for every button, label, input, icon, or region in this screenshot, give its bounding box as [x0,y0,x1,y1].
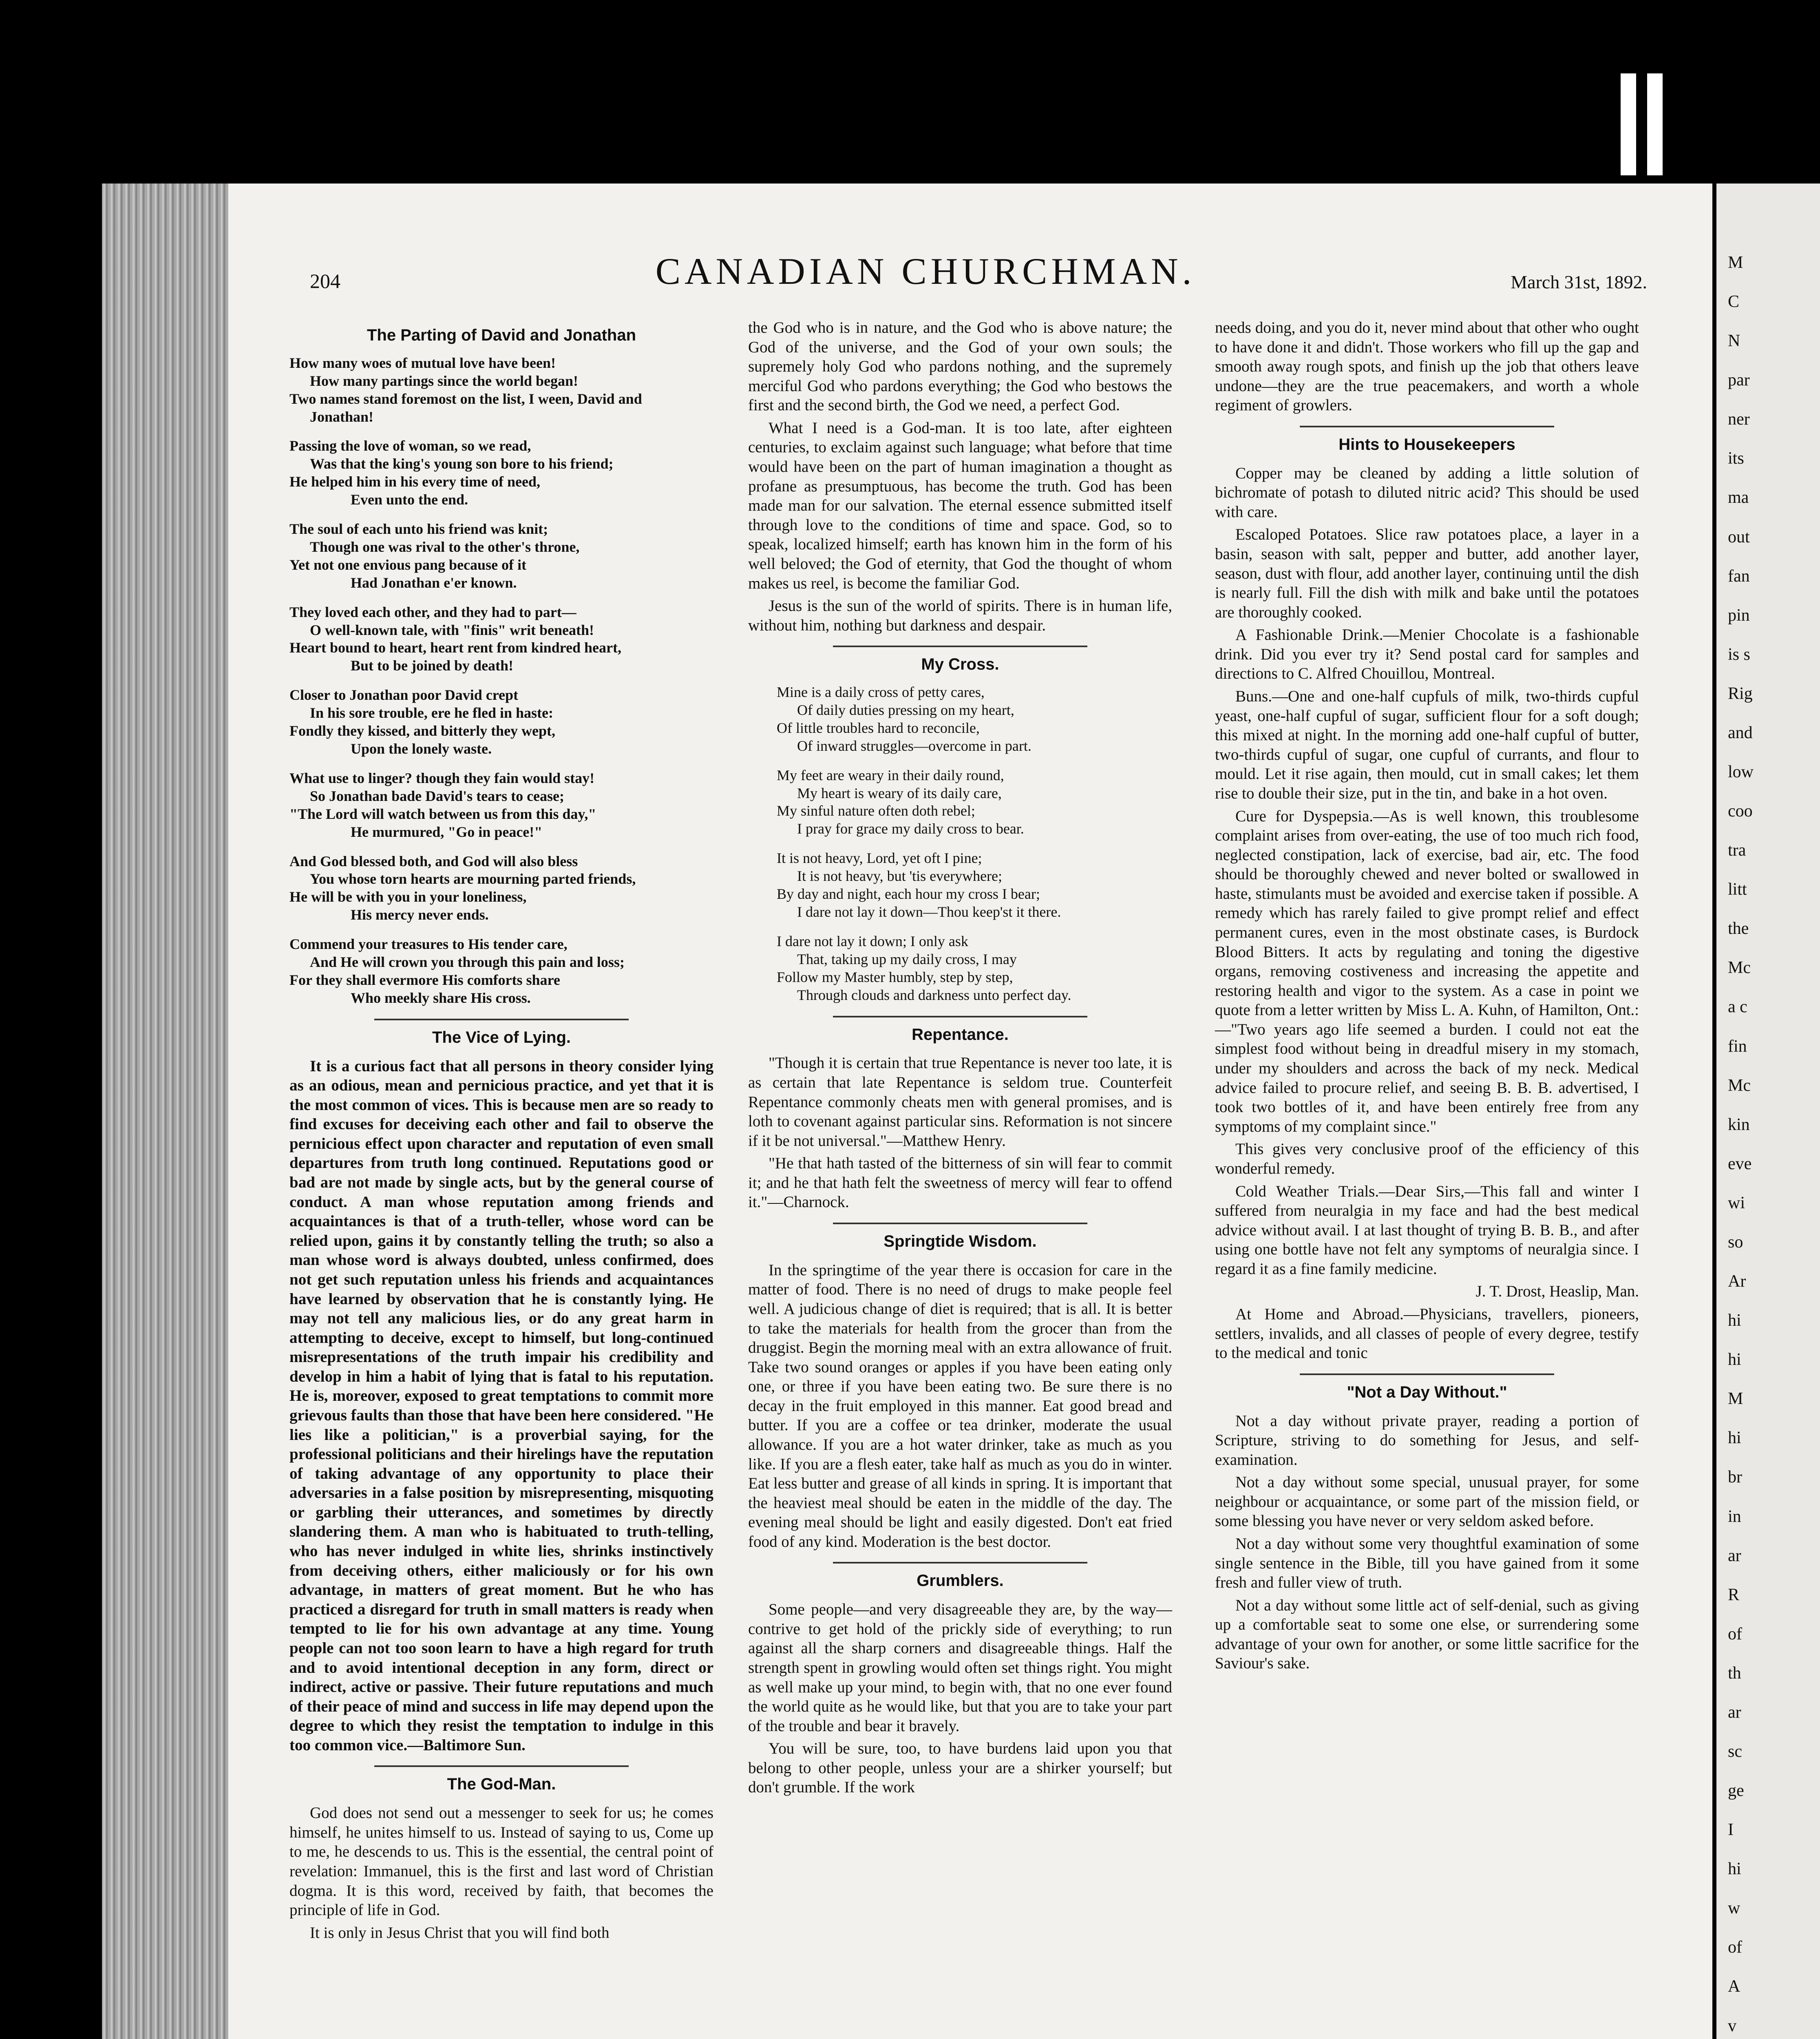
poem-line: And God blessed both, and God will also bless [289,853,578,869]
poem-line: I dare not lay it down; I only ask [777,933,968,949]
poem-line: My feet are weary in their daily round, [777,767,1004,783]
poem-line: My sinful nature often doth rebel; [777,803,975,819]
poem-line: They loved each other, and they had to part— [289,604,576,620]
godman-paragraph: Jesus is the sun of the world of spirits. There is in human life, without him, nothing but darkness and despair. [748,597,1172,634]
section-divider [833,646,1087,647]
column-1 [289,318,713,1946]
poem-line: Who meekly share His cross. [351,989,531,1006]
testimonial-signature: J. T. Drost, Heaslip, Man. [1475,1283,1639,1300]
notaday-paragraph: Not a day without private prayer, reading a portion of Scripture, striving to do something for Jesus, and self-examination. [1215,1412,1639,1468]
edge-fragment: C [1728,292,1740,312]
poem-line: Of little troubles hard to reconcile, [777,719,980,736]
edge-fragment: fan [1728,566,1750,586]
poem-line: Though one was rival to the other's throne, [310,538,580,555]
edge-fragment: hi [1728,1350,1741,1369]
edge-fragment: hi [1728,1429,1741,1448]
godman-paragraph: God does not send out a messenger to seek for us; he comes himself, he unites himself to us. Instead of saying to us, Come up to me, he descends to us. This is the essential, the central point of revelation: Immanuel, this is the first and last word of Christian dogma. It is this word, received by faith, that becomes the principle of life in God. [289,1804,713,1919]
hints-paragraph: Cure for Dyspepsia.—As is well known, this troublesome complaint arises from over-eating, the use of too much rich food, neglected constipation, lack of exercise, bad air, etc. The food should be thoroughly chewed and never bolted or swallowed in haste, stimulants must be avoided and exercise taken if possible. A remedy which has rarely failed to give prompt relief and effect permanent cures, even in the most obstinate cases, is Burdock Blood Bitters. It acts by regulating and toning the digestive organs, removing costiveness and increasing the appetite and restoring health and vigor to the system. As a case in point we quote from a letter written by Miss L. A. Kuhn, of Hamilton, Ont.:—"Two years ago life seemed a burden. I could not eat the simplest food without being in dreadful misery in my stomach, under my shoulders and across the back of my neck. Medical advice failed to procure relief, and seeing B. B. B. advertised, I took two bottles of it, and have been entirely free from any symptoms of my complaint since." [1215,807,1639,1135]
edge-fragment: sc [1728,1742,1742,1761]
poem-line: Yet not one envious pang because of it [289,556,527,573]
poem-line: Jonathan! [310,408,374,425]
poem-line: Through clouds and darkness unto perfect day. [797,986,1071,1003]
edge-fragment: kin [1728,1115,1750,1134]
edge-fragment: litt [1728,880,1747,899]
poem-line: I pray for grace my daily cross to bear. [797,820,1024,837]
poem-line: His mercy never ends. [351,907,489,923]
poem-line: Was that the king's young son bore to his friend; [310,456,614,472]
film-marker-top-2 [1647,73,1663,175]
notaday-paragraph: Not a day without some little act of self-denial, such as giving up a comfortable seat to some one else, or surrendering some advantage of your own for another, or some little sacrifice for the Saviour's sake. [1215,1596,1639,1672]
poem-line: What use to linger? though they fain would stay! [289,770,595,786]
poem-line: Of inward struggles—overcome in part. [797,737,1031,754]
page-number: 204 [310,270,340,292]
edge-fragment: of [1728,1938,1742,1957]
poem-line: That, taking up my daily cross, I may [797,951,1017,967]
edge-fragment: fin [1728,1037,1747,1056]
edge-fragment: ma [1728,488,1749,507]
grumblers-title: Grumblers. [917,1572,1004,1590]
poem-line: He murmured, "Go in peace!" [351,823,543,840]
edge-fragment: R [1728,1585,1740,1604]
section-divider [374,1765,629,1767]
poem-line: My heart is weary of its daily care, [797,785,1002,801]
poem-line: He helped him in his every time of need, [289,473,540,490]
poem-line: Of daily duties pressing on my heart, [797,701,1014,718]
poem-line: It is not heavy, but 'tis everywhere; [797,868,1003,885]
column-2 [748,318,1172,1800]
column-3 [1215,318,1639,1676]
poem-line: For they shall evermore His comforts share [289,971,560,988]
edge-fragment: and [1728,723,1753,742]
hints-paragraph: At Home and Abroad.—Physicians, travellers, pioneers, settlers, invalids, and all classes of people of every degree, testify to the medical and tonic [1215,1305,1639,1362]
poem-line: By day and night, each hour my cross I bear; [777,886,1040,902]
section-divider [833,1223,1087,1224]
edge-fragment: ar [1728,1546,1741,1565]
godman-paragraph: What I need is a God-man. It is too late, after eighteen centuries, to exclaim against such language; what before that time would have been on the part of human imagination a thought as profane as presumptuous, has become the truth. God has been made man for our salvation. The eternal essence submitted itself through love to the conditions of time and space. God, so to speak, localized himself; earth has known him in the form of his well beloved; the God of eternity, that God the thought of whom makes us reel, is become the familiar God. [748,419,1172,592]
edge-fragment: par [1728,371,1750,390]
edge-fragment: w [1728,1899,1740,1918]
repentance-paragraph: "He that hath tasted of the bitterness of sin will fear to commit it; and he that hath felt the sweetness of mercy will fear to offend it."—Charnock. [748,1154,1172,1211]
section-divider [1300,426,1554,427]
section-divider [833,1016,1087,1017]
edge-fragment: th [1728,1663,1741,1683]
mycross-poem [748,683,1172,1004]
edge-fragment: ge [1728,1781,1744,1800]
edge-fragment: N [1728,332,1740,351]
poem-line: Had Jonathan e'er known. [351,574,517,591]
edge-fragment: I [1728,1820,1734,1840]
notaday-title: "Not a Day Without." [1347,1383,1507,1401]
edge-fragment: hi [1728,1860,1741,1879]
vice-paragraph: It is a curious fact that all persons in theory consider lying as an odious, mean and pernicious practice, and yet that it is the most common of vices. This is because men are so ready to find excuses for deceiving each other and fail to observe the pernicious effect upon character and reputation of even small departures from truth long continued. Reputations good or bad are not made by single acts, but by the general course of conduct. A man whose reputation among friends and acquaintances is that of a truth-teller, whose word can be relied upon, gains it by constantly telling the truth; so also a man whose word is always doubted, unless confirmed, does not get such reputation unless his friends and acquaintances have learned by observation that he is constantly lying. He may not tell any malicious lies, or do any great harm in attempting to deceive, except to himself, but long-continued misrepresentations of the truth impair his credibility and develop in him a habit of lying that is fatal to his reputation. He is, moreover, exposed to great temptations to commit more grievous faults than those that have been here considered. "He lies like a politician," is a proverbial saying, for the professional politicians and their hirelings have the reputation of taking advantage of any opportunity to place their adversaries in a false position by misrepresenting, misquoting or garbling their utterances, and sometimes by directly slandering them. A man who is habituated to truth-telling, who has never indulged in white lies, shrinks instinctively from deceiving others, either maliciously or for his own advantage, in matters of great moment. But he who has practiced a disregard for truth in small matters is ready when tempted to lie for his own advantage at any time. Young people can not too soon learn to have a high regard for truth and to avoid intentional deception in any form, direct or indirect, active or passive. Their future reputations and much of their peace of mind and success in life may depend upon the degree to which they resist the temptation to indulge in this too common vice.—Baltimore Sun. [289,1057,713,1754]
repentance-title: Repentance. [912,1025,1009,1044]
springtide-paragraph: In the springtime of the year there is occasion for care in the matter of food. There is no need of drugs to make people feel well. A judicious change of diet is required; that is all. It is better to take the materials for health from the grocer than from the druggist. Begin the morning meal with an extra allowance of fruit. Take two sound oranges or apples if you have been eating only one, or three if you have been eating two. Be sure there is no decay in the fruit employed in this manner. Eat good bread and butter. If you are a coffee or tea drinker, moderate the usual allowance. If you are a hot water drinker, take as much as you like. If you are a flesh eater, take half as much as you do in winter. Eat less butter and grease of all kinds in spring. It is important that the heaviest meal should be eaten in the middle of the day. The evening meal should be light and easily digested. Don't eat fried food of any kind. Moderation is the best doctor. [748,1261,1172,1550]
poem-line: But to be joined by death! [351,657,514,674]
poem-line: Fondly they kissed, and bitterly they wept, [289,723,556,739]
poem-line: Even unto the end. [351,491,468,508]
book-binding [102,184,232,2039]
poem-line: Passing the love of woman, so we read, [289,438,531,454]
repentance-paragraph: "Though it is certain that true Repentance is never too late, it is as certain that late Repentance is seldom true. Counterfeit Repentance commonly cheats men with general promises, and is loth to covenant against particular sins. Reformation is not sincere if it be not universal."—Matthew Henry. [748,1054,1172,1150]
masthead: CANADIAN CHURCHMAN. [655,250,1196,292]
edge-fragment: pin [1728,606,1750,625]
edge-fragment: M [1728,253,1743,272]
poem-line: Mine is a daily cross of petty cares, [777,684,985,701]
film-marker-top [1621,73,1636,175]
poem-line: Two names stand foremost on the list, I ween, David and [289,390,642,407]
edge-fragment: its [1728,449,1744,468]
hints-paragraph: This gives very conclusive proof of the efficiency of this wonderful remedy. [1215,1140,1639,1177]
godman-paragraph: It is only in Jesus Christ that you will find both [310,1924,610,1942]
edge-fragment: out [1728,527,1750,546]
edge-fragment: A [1728,1977,1740,1996]
vice-article [289,1057,713,1755]
section-divider [833,1562,1087,1564]
parting-poem [289,354,713,1007]
grumblers-paragraph: needs doing, and you do it, never mind about that other who ought to have done it and didn't. Those workers who fill up the gap and smooth away rough spots, and finish up the job that others leave undone—they are the true peacemakers, and worth a whole regiment of growlers. [1215,319,1639,414]
hints-paragraph: Copper may be cleaned by adding a little solution of bichromate of potash to diluted nitric acid? This should be used with care. [1215,464,1639,521]
poem-line: And He will crown you through this pain and loss; [310,954,625,971]
edge-fragment: tra [1728,841,1746,860]
next-page-edge [1716,184,1820,2039]
grumblers-paragraph: Some people—and very disagreeable they are, by the way—contrive to get hold of the prickly side of everything; to run against all the sharp corners and disagreeable things. Half the strength spent in growling would often set things right. You might as well make up your mind, to begin with, that no one ever found the world quite as he would like, but that you are to take your part of the trouble and bear it bravely. [748,1601,1172,1735]
edge-fragment: so [1728,1232,1743,1252]
parting-title: The Parting of David and Jonathan [367,326,636,344]
poem-line: Commend your treasures to His tender care, [289,936,568,953]
notaday-paragraph: Not a day without some special, unusual prayer, for some neighbour or acquaintance, or some part of the mission field, or some blessing you have never or very seldom asked before. [1215,1473,1639,1530]
edge-fragment: br [1728,1468,1742,1487]
page-header [310,250,1647,293]
poem-line: Follow my Master humbly, step by step, [777,969,1013,985]
poem-line: "The Lord will watch between us from this day," [289,805,596,822]
edge-fragment: hi [1728,1311,1741,1330]
edge-fragment: of [1728,1624,1742,1643]
edge-fragment: v [1728,2016,1736,2035]
section-divider [1300,1373,1554,1375]
poem-line: So Jonathan bade David's tears to cease; [310,787,565,804]
hints-paragraph: Cold Weather Trials.—Dear Sirs,—This fall and winter I suffered from neuralgia in my face and had the best medical advice without avail. I at last thought of trying B. B. B., and after using one bottle have not felt any symptoms of neuralgia since. I regard it as a fine family medicine. [1215,1182,1639,1278]
edge-fragment: is s [1728,645,1750,664]
edge-fragment: Mc [1728,1076,1751,1095]
godman-paragraph: the God who is in nature, and the God who is above nature; the God of the universe, and the God of your own souls; the supremely holy God who pardons nothing, and the supremely merciful God who pardons everything; the God who bestows the first and the second birth, the God we need, a perfect God. [748,319,1172,414]
poem-line: I dare not lay it down—Thou keep'st it there. [797,904,1061,920]
edge-fragment: M [1728,1389,1743,1409]
edge-fragment: coo [1728,802,1753,821]
section-divider [374,1019,629,1020]
edge-fragment: in [1728,1507,1741,1526]
edge-fragment: Mc [1728,958,1751,977]
issue-date: March 31st, 1892. [1511,272,1647,292]
poem-line: O well-known tale, with "finis" writ beneath! [310,621,594,638]
grumblers-paragraph: You will be sure, too, to have burdens laid upon you that belong to other people, unless your are a shirker yourself; but don't grumble. If the work [748,1740,1172,1796]
hints-paragraph: A Fashionable Drink.—Menier Chocolate is a fashionable drink. Did you ever try it? Send postal card for samples and directions to C. Alfred Chouillou, Montreal. [1215,626,1639,683]
edge-fragment: low [1728,763,1754,782]
poem-line: Heart bound to heart, heart rent from kindred heart, [289,639,621,656]
poem-line: Upon the lonely waste. [351,741,492,757]
poem-line: The soul of each unto his friend was knit; [289,521,548,537]
poem-line: Closer to Jonathan poor David crept [289,687,519,703]
mycross-title: My Cross. [921,655,999,674]
poem-line: You whose torn hearts are mourning parted friends, [310,871,636,887]
vice-title: The Vice of Lying. [432,1028,571,1046]
edge-fragment: ner [1728,410,1750,429]
edge-fragment: a c [1728,997,1747,1017]
hints-paragraph: Buns.—One and one-half cupfuls of milk, two-thirds cupful yeast, one-half cupful of sugar, sufficient flour for a soft dough; this mixed at night. In the morning add one-half cupful of butter, two-thirds cupful of sugar, one cupful of currants, and flour to mould. Let it rise again, then mould, cut in small cakes; let them rise to double their size, put in the tin, and bake in a hot oven. [1215,688,1639,802]
hints-paragraph: Escaloped Potatoes. Slice raw potatoes place, a layer in a basin, season with salt, pepper and butter, add another layer, season, dust with flour, add another layer, continuing until the dish is nearly full. Fill the dish with milk and bake until the potatoes are thoroughly cooked. [1215,526,1639,621]
edge-fragment: Rig [1728,684,1753,703]
poem-line: How many woes of mutual love have been! [289,354,556,371]
poem-line: He will be with you in your loneliness, [289,889,527,905]
edge-fragment: wi [1728,1193,1745,1212]
notaday-paragraph: Not a day without some very thoughtful examination of some single sentence in the Bible, till you have gained from it some fresh and fuller view of truth. [1215,1535,1639,1592]
godman-title: The God-Man. [447,1775,556,1794]
hints-title: Hints to Housekeepers [1338,435,1515,453]
edge-fragment: eve [1728,1154,1752,1173]
poem-line: How many partings since the world began! [310,372,579,389]
edge-fragment: the [1728,919,1749,938]
springtide-title: Springtide Wisdom. [883,1232,1037,1250]
edge-fragment: ar [1728,1703,1741,1722]
edge-fragment: Ar [1728,1272,1746,1291]
poem-line: In his sore trouble, ere he fled in haste: [310,705,554,721]
poem-line: It is not heavy, Lord, yet oft I pine; [777,850,982,867]
